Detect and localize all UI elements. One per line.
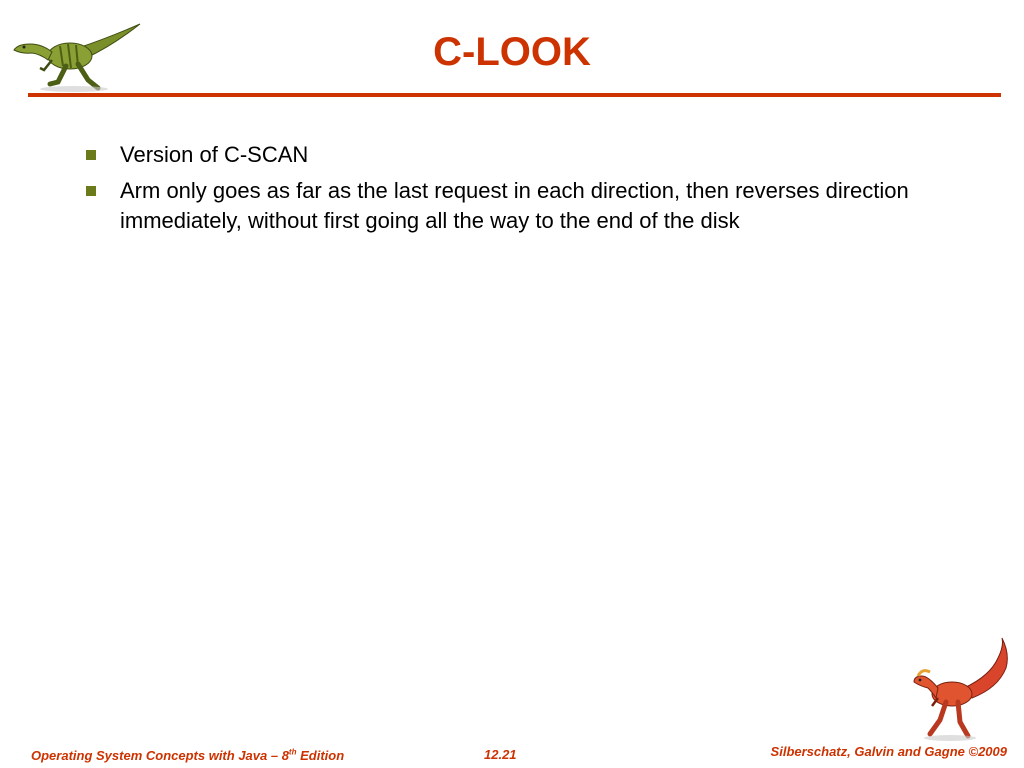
bullet-item xyxy=(84,140,914,170)
bullet-text: Arm only goes as far as the last request in each direction, then reverses direction immediately, without first going all the way to the end of the disk xyxy=(120,178,909,233)
red-dinosaur-icon xyxy=(902,636,1010,742)
footer-copyright: Silberschatz, Galvin and Gagne ©2009 xyxy=(770,744,1007,759)
slide-title: C-LOOK xyxy=(433,30,591,74)
bullet-text: Version of C-SCAN xyxy=(120,142,309,167)
footer-page-number: 12.21 xyxy=(484,747,517,762)
bullet-item xyxy=(84,176,914,236)
footer-book-title: Operating System Concepts with Java – 8th Edition xyxy=(31,747,345,763)
title-divider xyxy=(28,93,1001,97)
square-bullet-icon xyxy=(86,186,96,196)
bullet-list xyxy=(84,140,914,242)
square-bullet-icon xyxy=(86,150,96,160)
